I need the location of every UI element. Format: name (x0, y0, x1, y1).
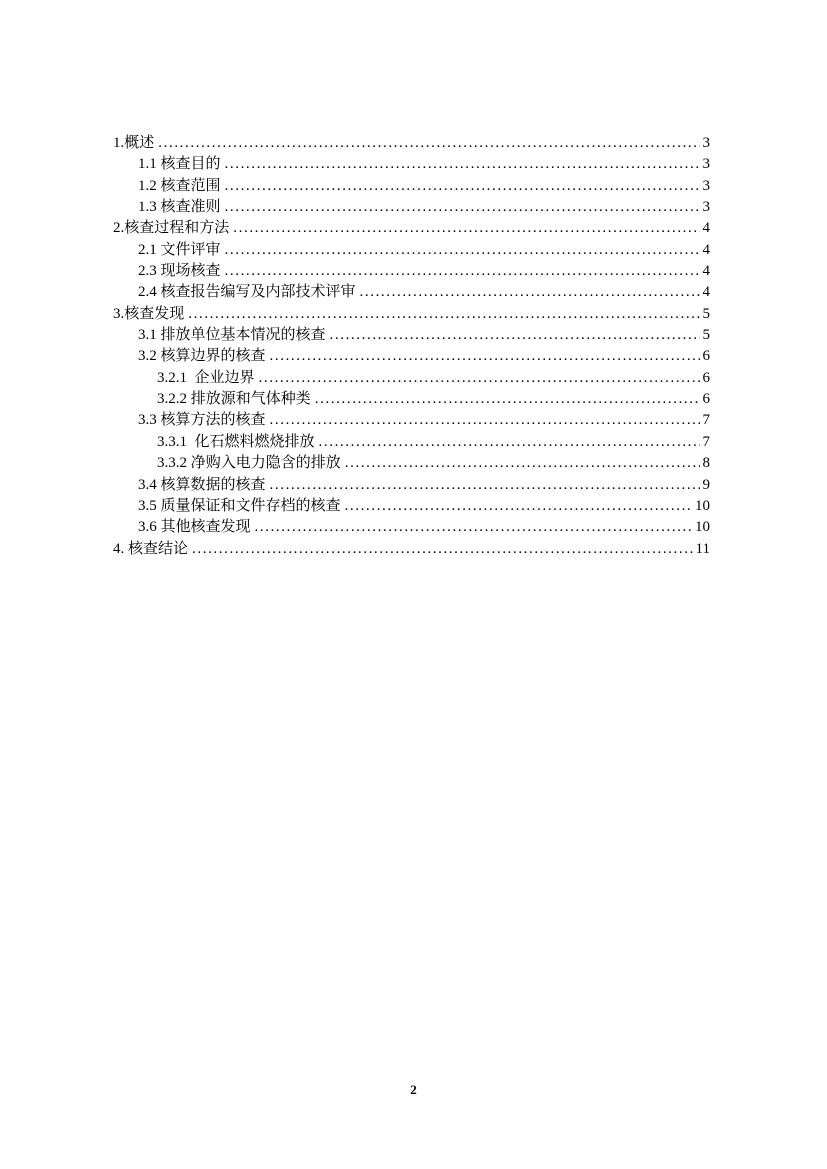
dot-leader (319, 432, 700, 453)
dot-leader (188, 304, 699, 325)
toc-entry-text: 2.核查过程和方法 (113, 220, 230, 237)
dot-leader (225, 176, 700, 197)
toc-entry-text: 3.3 核算方法的核查 (138, 412, 266, 429)
dot-leader (225, 154, 700, 175)
toc-entry[interactable] (113, 346, 710, 367)
toc-entry[interactable] (113, 240, 710, 261)
toc-entry-text: 4. 核查结论 (113, 540, 189, 557)
toc-page-number: 5 (702, 305, 710, 322)
table-of-contents (113, 133, 710, 560)
toc-entry[interactable] (113, 133, 710, 154)
dot-leader (225, 240, 700, 261)
toc-entry-text: 2.1 文件评审 (138, 241, 221, 258)
toc-entry-text: 3.3.1 化石燃料燃烧排放 (157, 433, 315, 450)
dot-leader (270, 475, 700, 496)
toc-page-number: 3 (702, 135, 710, 151)
toc-entry[interactable] (113, 325, 710, 346)
toc-entry-text: 1.3 核查准则 (138, 199, 221, 216)
toc-page-number: 4 (702, 284, 710, 301)
toc-entry-text: 1.2 核查范围 (138, 177, 221, 194)
toc-entry-text: 1.1 核查目的 (138, 156, 221, 173)
toc-entry[interactable] (113, 389, 710, 410)
toc-page-number: 10 (695, 497, 710, 514)
toc-page-number: 3 (702, 177, 710, 194)
toc-entry[interactable] (113, 218, 710, 239)
toc-entry-text: 3.4 核算数据的核查 (138, 476, 266, 493)
dot-leader (345, 496, 692, 517)
dot-leader (315, 389, 700, 410)
toc-page-number: 4 (702, 263, 710, 280)
dot-leader (255, 517, 692, 538)
toc-page-number: 11 (695, 540, 710, 557)
toc-entry[interactable] (113, 496, 710, 517)
toc-page-number: 3 (702, 156, 710, 173)
dot-leader (233, 218, 699, 239)
dot-leader (345, 453, 700, 474)
toc-entry[interactable] (113, 432, 710, 453)
toc-page-number: 6 (702, 369, 710, 386)
footer-page-number: 2 (410, 1082, 417, 1097)
toc-page-number: 7 (702, 433, 710, 450)
toc-page-number: 3 (702, 199, 710, 216)
dot-leader (270, 410, 700, 431)
toc-entry[interactable] (113, 282, 710, 303)
toc-entry-text: 2.3 现场核查 (138, 263, 221, 280)
toc-page-number: 7 (702, 412, 710, 429)
dot-leader (259, 368, 700, 389)
page-footer (0, 1082, 827, 1098)
toc-page-number: 6 (702, 391, 710, 408)
toc-entry-text: 3.2 核算边界的核查 (138, 348, 266, 365)
toc-page-number: 9 (702, 476, 710, 493)
toc-entry[interactable] (113, 410, 710, 431)
toc-page-number: 8 (702, 455, 710, 472)
toc-entry-text: 2.4 核查报告编写及内部技术评审 (138, 284, 356, 301)
dot-leader (360, 282, 700, 303)
toc-entry-text: 3.核查发现 (113, 305, 185, 322)
toc-page-number: 4 (702, 241, 710, 258)
toc-page-number: 6 (702, 348, 710, 365)
toc-entry-text: 3.2.1 企业边界 (157, 369, 255, 386)
dot-leader (270, 346, 700, 367)
toc-entry-text: 3.6 其他核查发现 (138, 519, 251, 536)
toc-entry-text: 3.1 排放单位基本情况的核查 (138, 327, 326, 344)
toc-page-number: 4 (702, 220, 710, 237)
toc-entry[interactable] (113, 197, 710, 218)
toc-entry-text: 3.2.2 排放源和气体种类 (157, 391, 311, 408)
toc-page-number: 10 (695, 519, 710, 536)
toc-entry-text: 3.5 质量保证和文件存档的核查 (138, 497, 341, 514)
dot-leader (225, 261, 700, 282)
toc-entry[interactable] (113, 368, 710, 389)
toc-entry[interactable] (113, 539, 710, 560)
toc-entry[interactable] (113, 453, 710, 474)
dot-leader (330, 325, 700, 346)
toc-entry[interactable] (113, 304, 710, 325)
toc-entry[interactable] (113, 261, 710, 282)
dot-leader (192, 539, 693, 560)
toc-entry[interactable] (113, 176, 710, 197)
toc-entry[interactable] (113, 517, 710, 538)
dot-leader (225, 197, 700, 218)
toc-entry[interactable] (113, 475, 710, 496)
toc-page-number: 5 (702, 327, 710, 344)
toc-entry-text: 1.概述 (113, 135, 155, 151)
dot-leader (158, 133, 699, 154)
toc-entry[interactable] (113, 154, 710, 175)
toc-entry-text: 3.3.2 净购入电力隐含的排放 (157, 455, 341, 472)
